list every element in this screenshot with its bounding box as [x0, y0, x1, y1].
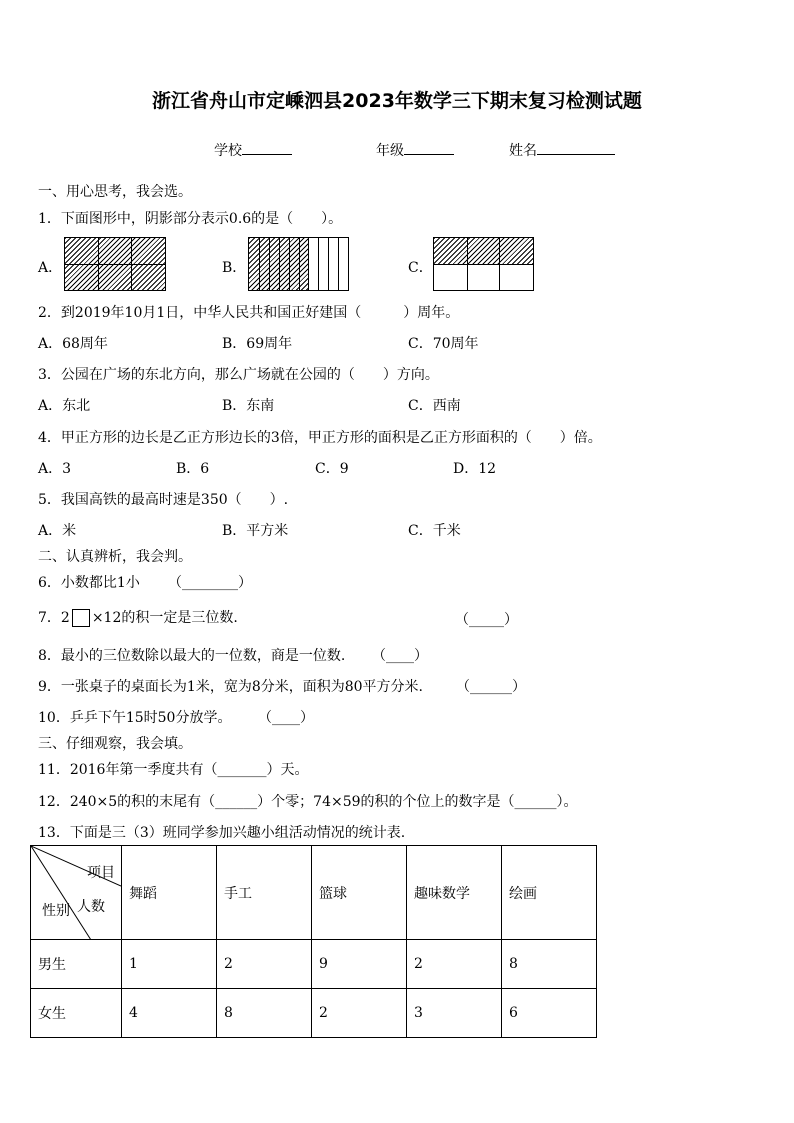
table-cell: 8 [502, 940, 597, 989]
q4-option-c[interactable]: C．9 [315, 461, 349, 477]
name-label: 姓名 [509, 143, 537, 159]
q5-option-b[interactable]: B．平方米 [222, 523, 289, 539]
q1-option-c-label[interactable]: C． [408, 260, 433, 276]
question-9: 9．一张桌子的桌面长为1米，宽为8分米，面积为80平方分米. [38, 679, 423, 695]
table-cell: 4 [122, 989, 217, 1038]
table-cell: 2 [217, 940, 312, 989]
school-field[interactable] [214, 140, 292, 160]
q10-answer-blank[interactable]: （____） [258, 710, 314, 726]
q2-option-c[interactable]: C．70周年 [408, 336, 479, 352]
q3-option-a[interactable]: A．东北 [38, 398, 91, 414]
question-3: 3．公园在广场的东北方向，那么广场就在公园的（ ）方向。 [38, 367, 439, 383]
corner-diagonal-lines [31, 846, 121, 940]
grade-label: 年级 [376, 143, 404, 159]
q1-figure-c[interactable] [433, 237, 534, 291]
table-cell: 8 [217, 989, 312, 1038]
question-10: 10．乒乒下午15时50分放学。 [38, 710, 232, 726]
q4-option-b[interactable]: B．6 [176, 461, 210, 477]
grade-field[interactable] [376, 140, 454, 160]
table-corner-header [31, 846, 122, 940]
section-1-heading: 一、用心思考，我会选。 [38, 184, 192, 200]
q6-answer-blank[interactable]: （________） [168, 575, 252, 591]
page-title: 浙江省舟山市定嵊泗县2023年数学三下期末复习检测试题 [152, 90, 642, 112]
name-field[interactable] [509, 140, 615, 160]
header-painting: 绘画 [502, 846, 597, 940]
question-8: 8．最小的三位数除以最大的一位数，商是一位数. [38, 648, 346, 664]
q7-suffix: ×12的积一定是三位数. [91, 610, 238, 626]
table-cell: 1 [122, 940, 217, 989]
corner-label-count: 人数 [77, 899, 105, 915]
q4-option-a[interactable]: A．3 [38, 461, 72, 477]
section-3-heading: 三、仔细观察，我会填。 [38, 736, 192, 752]
header-dance: 舞蹈 [122, 846, 217, 940]
q8-answer-blank[interactable]: （____） [372, 648, 428, 664]
question-7 [38, 607, 238, 627]
q1-option-a-label[interactable]: A． [38, 260, 63, 276]
table-cell: 3 [407, 989, 502, 1038]
q9-answer-blank[interactable]: （______） [456, 679, 526, 695]
table-cell: 9 [312, 940, 407, 989]
question-2: 2．到2019年10月1日，中华人民共和国正好建国（ ）周年。 [38, 305, 460, 321]
question-13: 13．下面是三（3）班同学参加兴趣小组活动情况的统计表. [38, 825, 406, 841]
question-12: 12．240×5的积的末尾有（______）个零；74×59的积的个位上的数字是（______）。 [38, 794, 578, 810]
corner-label-item: 项目 [87, 865, 115, 881]
section-2-heading: 二、认真辨析，我会判。 [38, 549, 192, 565]
q3-option-b[interactable]: B．东南 [222, 398, 275, 414]
q5-option-a[interactable]: A．米 [38, 523, 77, 539]
header-handcraft: 手工 [217, 846, 312, 940]
corner-label-gender: 性别 [42, 903, 70, 919]
table-row [31, 940, 597, 989]
interest-group-table [30, 845, 597, 1038]
q1-figure-a[interactable] [64, 237, 166, 291]
q1-option-b-label[interactable]: B． [222, 260, 247, 276]
header-fun-math: 趣味数学 [407, 846, 502, 940]
row-label-boys: 男生 [31, 940, 122, 989]
q7-prefix: 7．2 [38, 610, 70, 626]
header-basketball: 篮球 [312, 846, 407, 940]
question-4: 4．甲正方形的边长是乙正方形边长的3倍，甲正方形的面积是乙正方形面积的（ ）倍。 [38, 430, 602, 446]
table-row [31, 989, 597, 1038]
school-label: 学校 [214, 143, 242, 159]
q5-option-c[interactable]: C．千米 [408, 523, 461, 539]
table-cell: 2 [312, 989, 407, 1038]
q1-figure-b[interactable] [248, 237, 349, 291]
question-1: 1．下面图形中，阴影部分表示0.6的是（ ）。 [38, 211, 343, 227]
q7-answer-blank[interactable]: （_____） [455, 612, 518, 628]
table-cell: 2 [407, 940, 502, 989]
question-6: 6．小数都比1小 [38, 575, 140, 591]
question-5: 5．我国高铁的最高时速是350（ ）. [38, 492, 289, 508]
q2-option-b[interactable]: B．69周年 [222, 336, 293, 352]
table-cell: 6 [502, 989, 597, 1038]
q2-option-a[interactable]: A．68周年 [38, 336, 108, 352]
q4-option-d[interactable]: D．12 [453, 461, 497, 477]
question-11: 11．2016年第一季度共有（_______）天。 [38, 762, 309, 778]
q3-option-c[interactable]: C．西南 [408, 398, 461, 414]
row-label-girls: 女生 [31, 989, 122, 1038]
q7-digit-box[interactable] [72, 609, 90, 627]
